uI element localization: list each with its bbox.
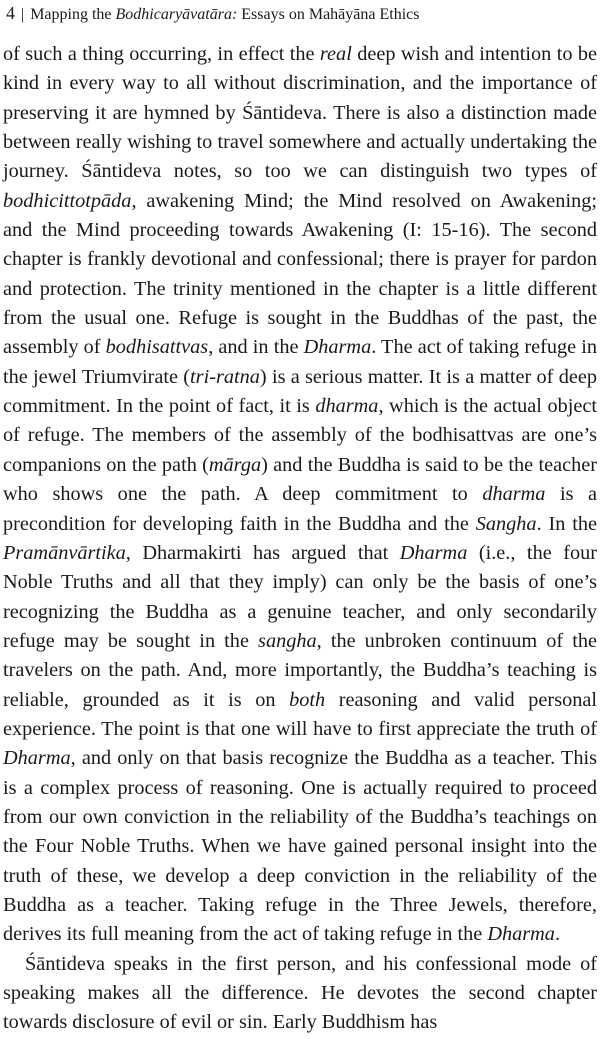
text-run: of such a thing occurring, in effect the [3, 43, 320, 65]
text-run: . [554, 923, 561, 946]
text-run: is a precondition for developing faith in the Buddha and the [3, 483, 597, 535]
text-run: , awakening Mind; the Mind resolved on Awakening; and the Mind proceeding towards Awakening (I: 15-16). The second chapter is frankly devotional and confessional; there is prayer for pardon and protection. The trinity mentioned in the chapter is a little different from the usual one. Refuge is sought in the Buddhas of the past, the assembly of [3, 189, 597, 359]
italic-run: dharma [315, 395, 379, 418]
body-text [3, 40, 597, 1038]
italic-run: Dharma [487, 923, 555, 946]
book-title-suffix: Essays on Mahāyāna Ethics [237, 6, 420, 23]
book-title-italic: Bodhicaryāvatāra: [115, 6, 238, 23]
text-run: Dharmakirti has argued that [130, 541, 400, 564]
italic-run: dharma [482, 483, 546, 506]
italic-run: real [319, 43, 352, 65]
text-run: . In the [536, 512, 597, 535]
italic-run: Pramānvārtika, [3, 541, 131, 564]
book-title-prefix: Mapping the [30, 6, 116, 23]
italic-run: bodhicittotpāda [3, 189, 132, 212]
text-run: , which is the actual object of refuge. The members of the assembly of the bodhisattvas are one’s companions on the path ( [3, 395, 598, 476]
text-run: , and in the [208, 336, 304, 359]
text-run: , and only on that basis recognize the Buddha as a teacher. This is a complex process of reasoning. One is actually required to proceed from our own conviction in the reliability of the Buddha’s teachings on the Four Noble Truths. When we have gained personal insight into the truth of these, we develop a deep conviction in the reliability of the Buddha as a teacher. Taking refuge in the Three Jewels, therefore, derives its full meaning from the act of taking refuge in the [3, 747, 597, 946]
text-run: ) is a serious matter. It is a matter of deep commitment. In the point of fact, it is [3, 365, 597, 418]
book-title [30, 6, 419, 23]
italic-run: Dharma [303, 336, 372, 359]
text-run: . The act of taking refuge in the jewel Triumvirate ( [3, 336, 598, 388]
italic-run: bodhisattvas [105, 336, 209, 359]
running-header [6, 3, 594, 25]
italic-run: mārga [208, 453, 262, 476]
text-run: (i.e., the four Noble Truths and all that they imply) can only be the basis of one’s recognizing the Buddha as a genuine teacher, and only secondarily refuge may be sought in the [3, 541, 597, 652]
text-run: reasoning and valid personal experience. The point is that one will have to first appreciate the truth of [3, 688, 597, 740]
italic-run: sangha [258, 629, 317, 652]
italic-run: tri-ratna [190, 365, 260, 388]
page-number: 4 [6, 3, 15, 23]
paragraph-1 [3, 40, 597, 950]
text-run: ) and the Buddha is said to be the teacher who shows one the path. A deep commitment to [3, 453, 598, 506]
italic-run: Sangha [475, 512, 537, 535]
header-separator: | [21, 6, 25, 23]
italic-run: Dharma [3, 747, 71, 770]
text-run: , the unbroken continuum of the travelers on the path. And, more importantly, the Buddha’s teaching is reliable, grounded as it is on [3, 629, 597, 711]
italic-run: Dharma [399, 541, 468, 564]
paragraph-2: Śāntideva speaks in the first person, and his confessional mode of speaking makes all the difference. He devotes the second chapter towards disclosure of evil or sin. Early Buddhism has [3, 952, 597, 1034]
italic-run: both [289, 688, 326, 711]
text-run: deep wish and intention to be kind in every way to all without discrimination, and the importance of preserving it are hymned by Śāntideva. There is also a distinction made between really wishing to travel somewhere and actually undertaking the journey. Śāntideva notes, so too we can distinguish two types of [3, 43, 597, 183]
